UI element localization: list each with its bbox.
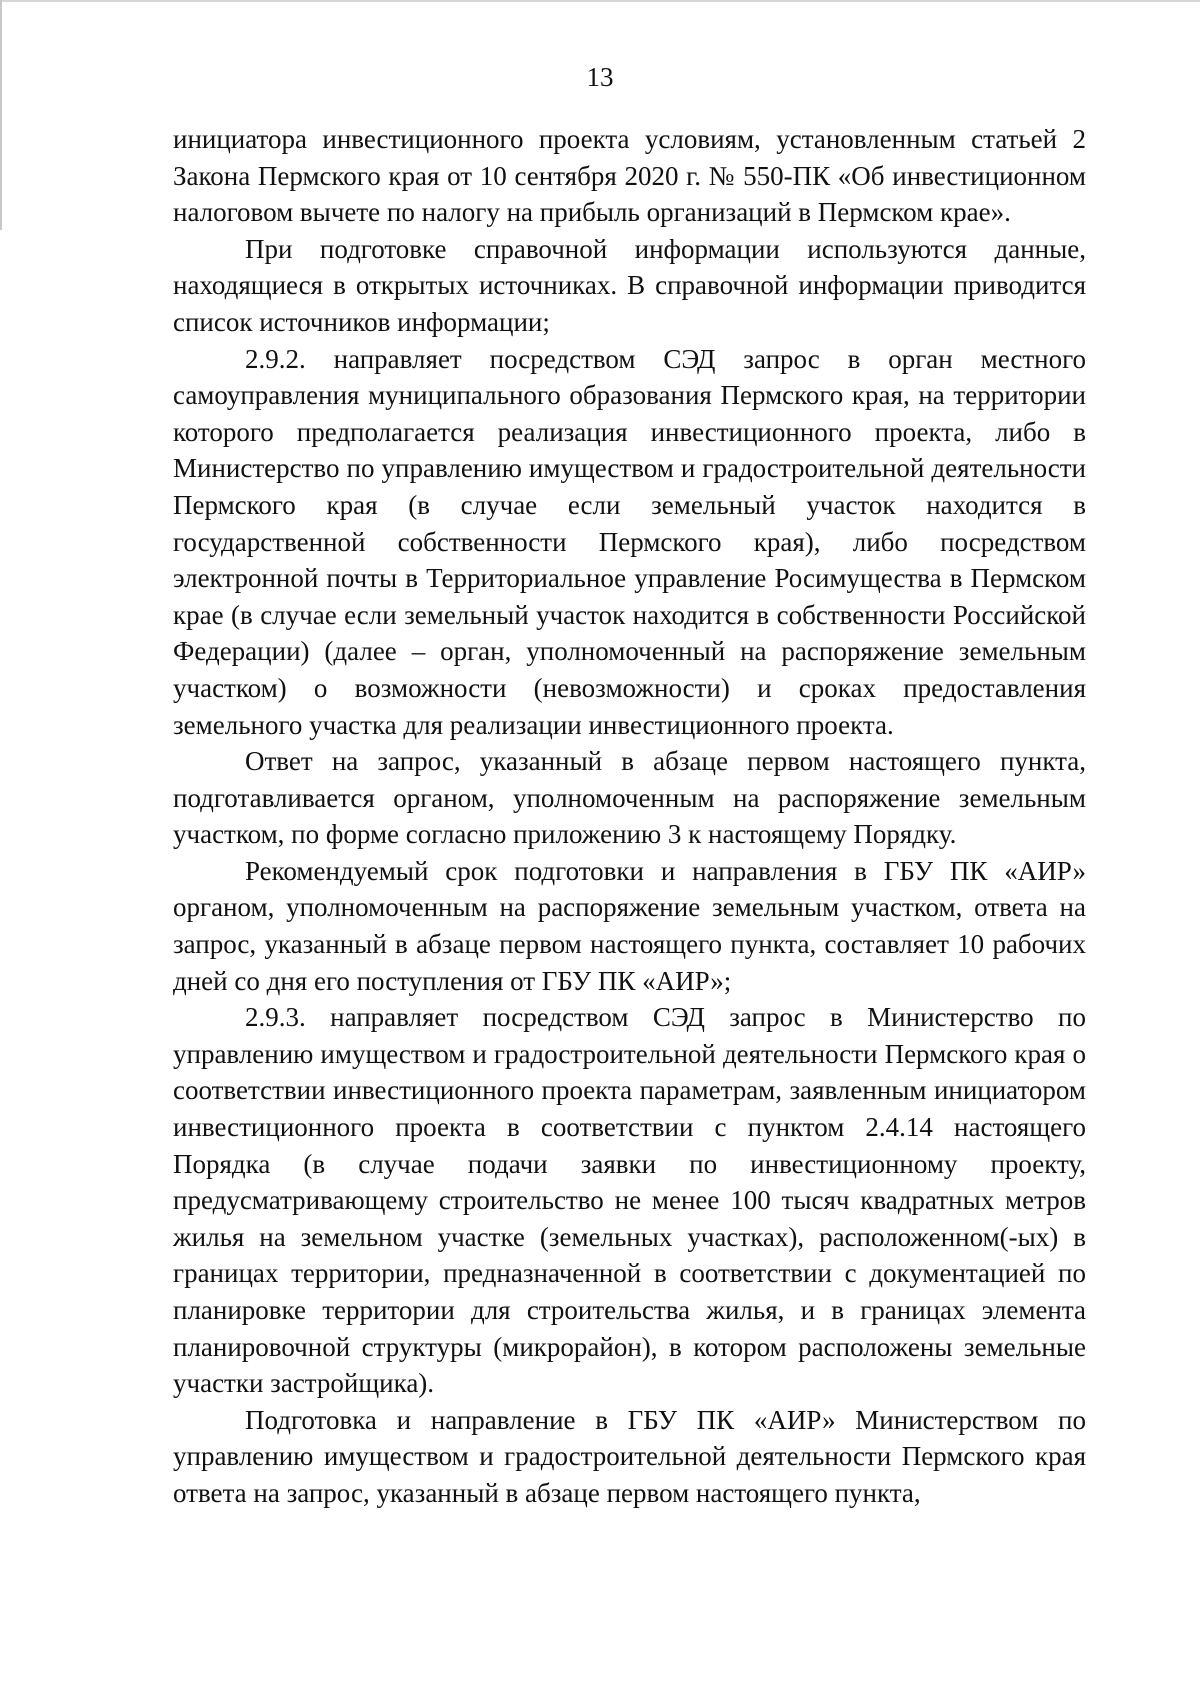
paragraph-2-9-2: 2.9.2. направляет посредством СЭД запрос в орган местного самоуправления муниципального образования Пермского края, на территории которого предполагается реализация инвестиционного проекта, либо в Министерство по управлению имуществом и градостроительной деятельности Пермского края (в случае если земельный участок находится в государственной собственности Пермского края), либо посредством электронной почты в Территориальное управление Росимущества в Пермском крае (в случае если земельный участок находится в собственности Российской Федерации) (далее – орган, уполномоченный на распоряжение земельным участком) о возможности (невозможности) и сроках предоставления земельного участка для реализации инвестиционного проекта. xyxy=(173,343,1086,740)
paragraph-2-9-3: 2.9.3. направляет посредством СЭД запрос в Министерство по управлению имуществом и градостроительной деятельности Пермского края о соответствии инвестиционного проекта параметрам, заявленным инициатором инвестиционного проекта в соответствии с пунктом 2.4.14 настоящего Порядка (в случае подачи заявки по инвестиционному проекту, предусматривающему строительство не менее 100 тысяч квадратных метров жилья на земельном участке (земельных участках), расположенном(-ых) в границах территории, предназначенной в соответствии с документацией по планировке территории для строительства жилья, и в границах элемента планировочной структуры (микрорайон), в котором расположены земельные участки застройщика). xyxy=(173,1002,1086,1399)
paragraph-continuation: инициатора инвестиционного проекта условиям, установленным статьей 2 Закона Пермского края от 10 сентября 2020 г. № 550-ПК «Об инвестиционном налоговом вычете по налогу на прибыль организаций в Пермском крае». xyxy=(173,124,1086,228)
paragraph-preparation: Подготовка и направление в ГБУ ПК «АИР» Министерством по управлению имуществом и градостроительной деятельности Пермского края ответа на запрос, указанный в абзаце первом настоящего пункта, xyxy=(173,1404,1086,1508)
paragraph-recommended-term: Рекомендуемый срок подготовки и направления в ГБУ ПК «АИР» органом, уполномоченным на распоряжение земельным участком, ответа на запрос, указанный в абзаце первом настоящего пункта, составляет 10 рабочих дней со дня его поступления от ГБУ ПК «АИР»; xyxy=(173,855,1086,996)
page-number: 13 xyxy=(586,62,614,92)
scan-edge-left xyxy=(0,0,2,230)
paragraph-response: Ответ на запрос, указанный в абзаце первом настоящего пункта, подготавливается органом, уполномоченным на распоряжение земельным участком, по форме согласно приложению 3 к настоящему Порядку. xyxy=(173,746,1086,850)
paragraph-reference-info: При подготовке справочной информации используются данные, находящиеся в открытых источниках. В справочной информации приводится список источников информации; xyxy=(173,233,1086,337)
document-body xyxy=(173,121,1086,1512)
scan-edge-top xyxy=(0,0,1200,2)
